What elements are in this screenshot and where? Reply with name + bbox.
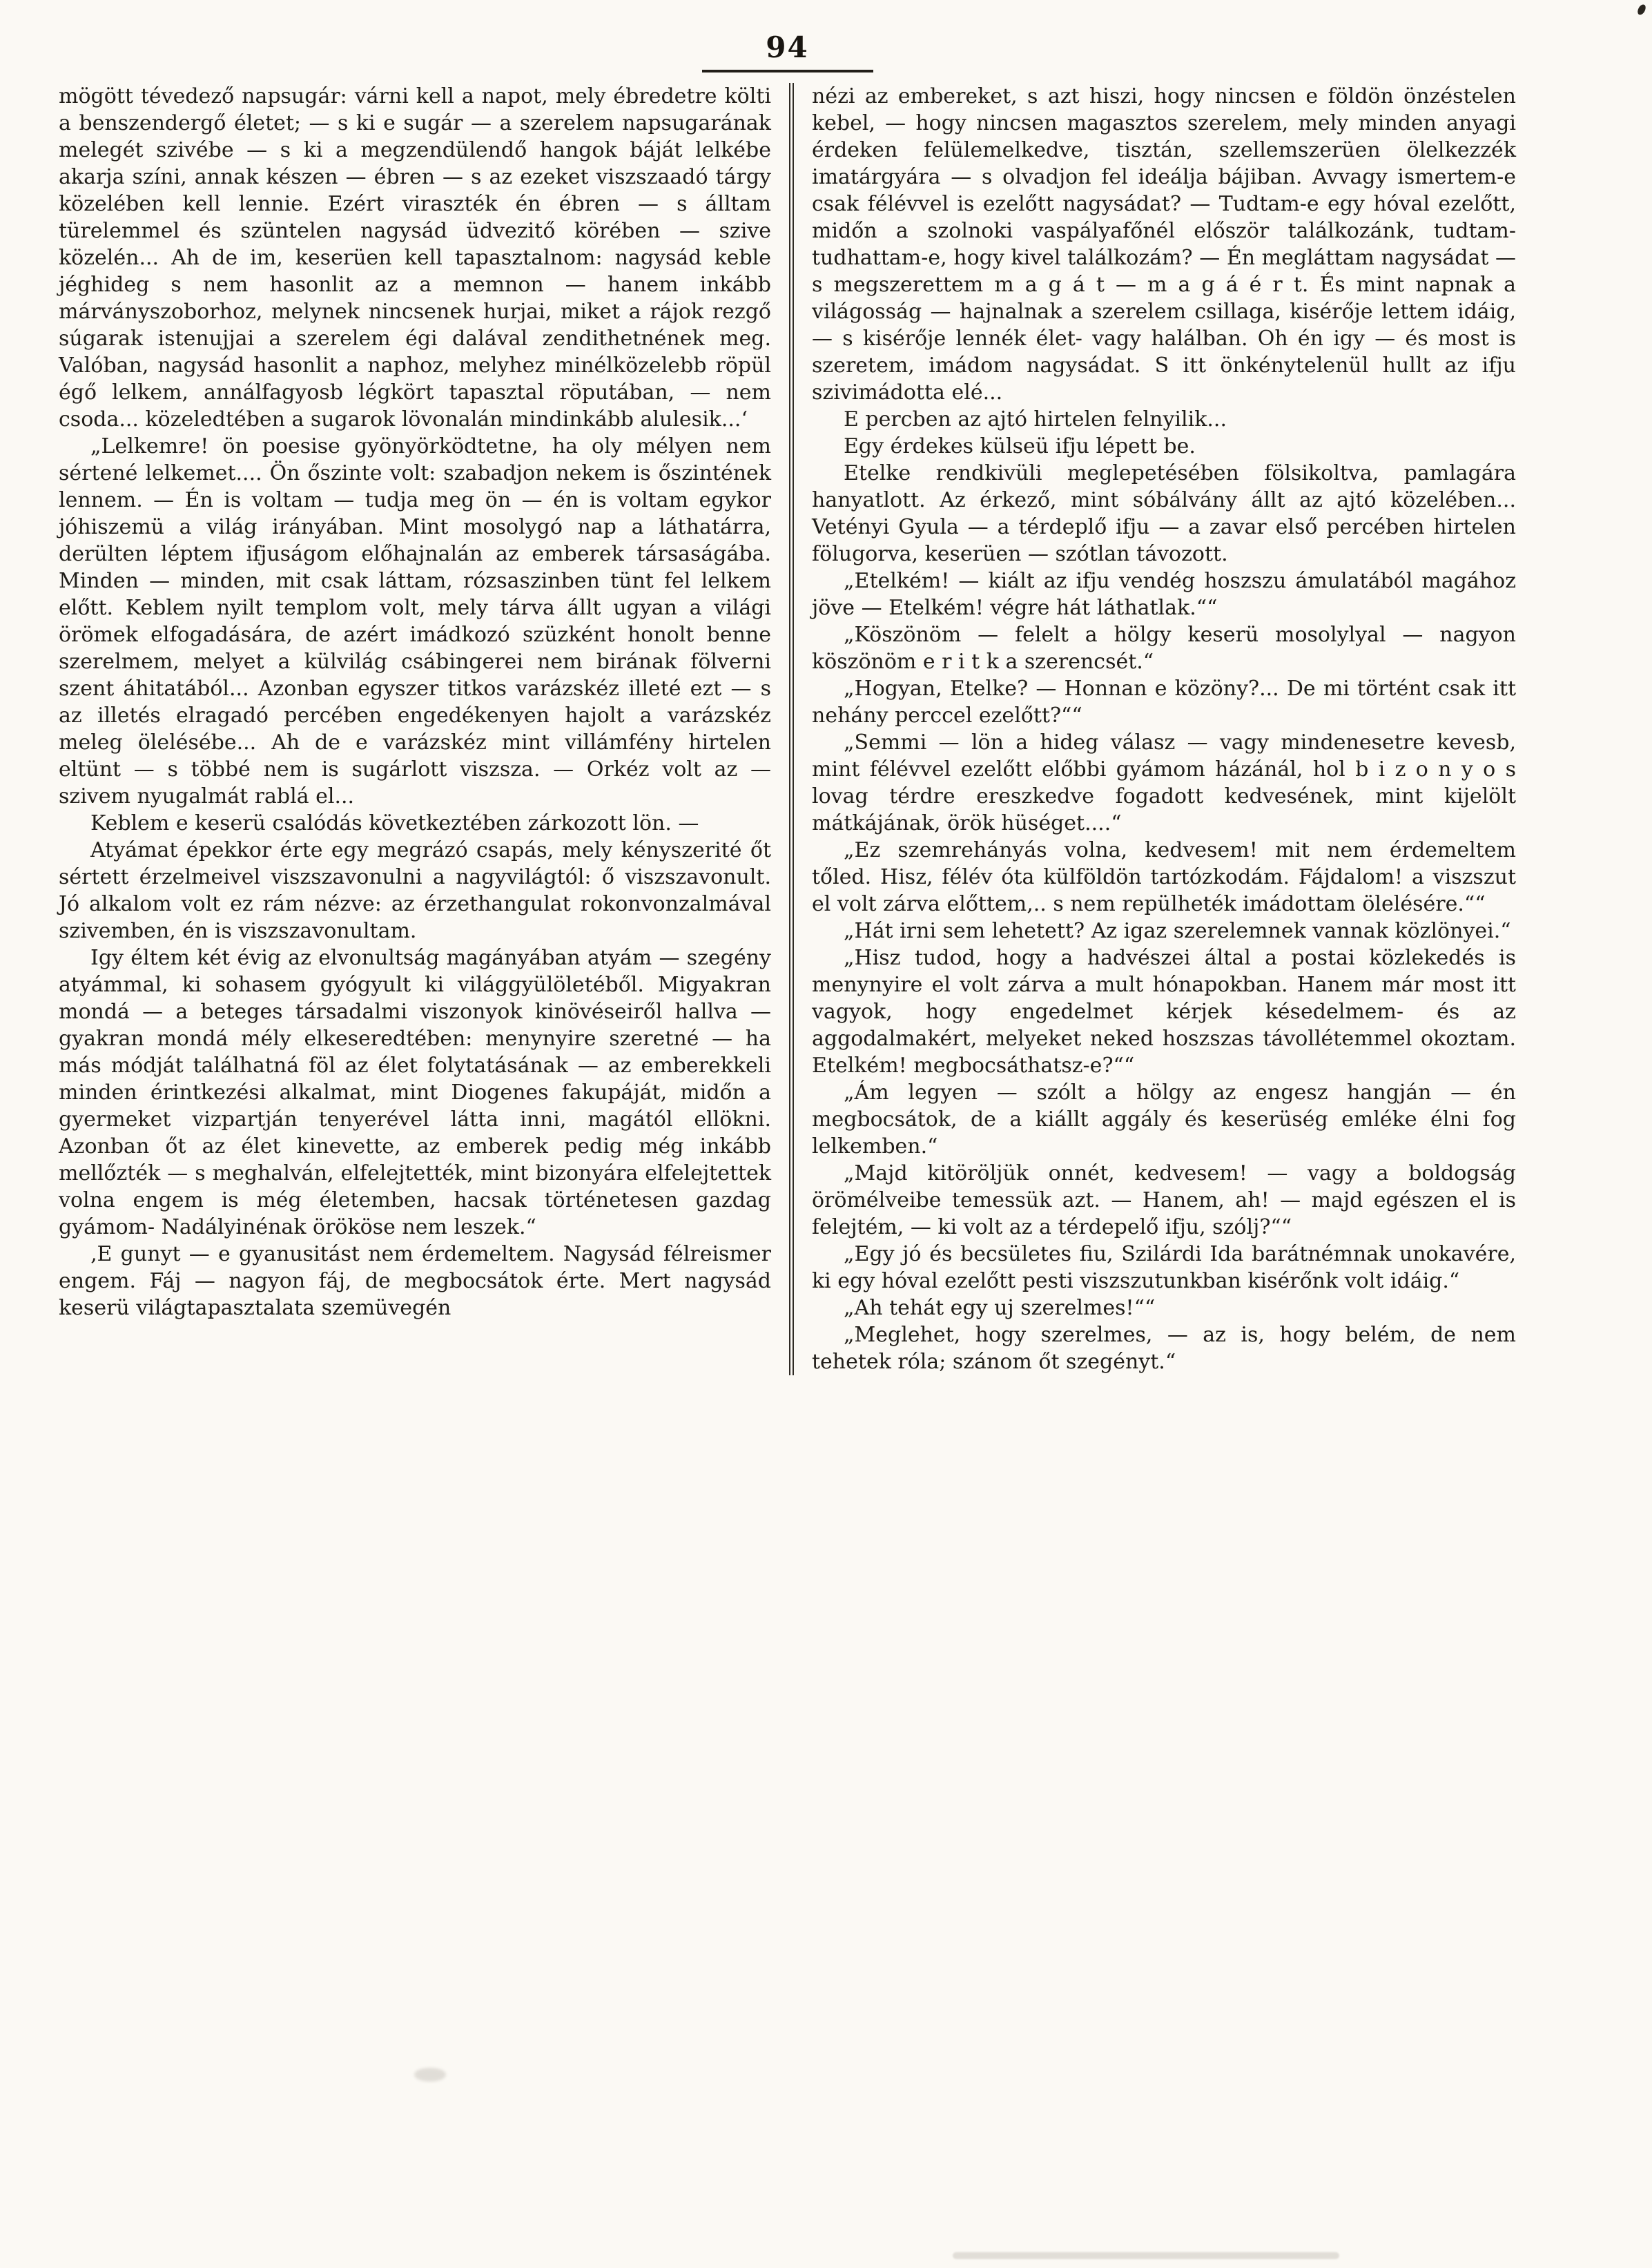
paragraph: nézi az embereket, s azt hiszi, hogy nincsen e földön önzéstelen kebel, — hogy nincsen magasztos szerelem, mely minden anyagi érdeken felülemelkedve, tisztán, szellemszerüen ölelkezzék imatárgyára — s olvadjon fel ideálja bájiban. Avvagy ismertem-e csak félévvel is ezelőtt nagysádat? — Tudtam-e egy hóval ezelőtt, midőn a szolnoki vaspályafőnél először találkozánk, tudtam- tudhattam-e, hogy kivel találkozám? — Én megláttam nagysádat — s megszerettem m a g á t — m a g á é r t. És mint napnak a világosság — hajnalnak a szerelem csillaga, kisérője lettem idáig, — s kisérője lennék élet- vagy halálban. Oh én igy — és most is szeretem, imádom nagysádat. S itt önkénytelenül hullt az ifju szivimádotta elé... [812,84,1516,405]
page-content [59,83,1516,1375]
header-rule [702,70,873,72]
paragraph: „Lelkemre! ön poesise gyönyörködtetne, ha oly mélyen nem sértené lelkemet.... Ön őszinte volt: szabadjon nekem is őszintének lennem. — Én is voltam — tudja meg ön — én is voltam egykor jóhiszemü a világ irányában. Mint mosolygó nap a láthatárra, derülten léptem ifjuságom előhajnalán az emberek társaságába. Minden — minden, mit csak láttam, rózsaszinben tünt fel lelkem előtt. Keblem nyilt templom volt, mely tárva állt ugyan a világi örömek elfogadására, de azért imádkozó szüzként honolt benne szerelmem, melyet a külvilág csábingerei nem birának fölverni szent áhitatából... Azonban egyszer titkos varázskéz illeté ezt — s az illetés elragadó percében engedékenyen hajolt a varázskéz meleg ölelésébe... Ah de e varázskéz mint villámfény hirtelen eltünt — s többé nem is sugárlott viszsza. — Orkéz volt az — szivem nyugalmát rablá el... [59,434,771,808]
paragraph: Atyámat épekkor érte egy megrázó csapás, mely kényszerité őt sértett érzelmeivel viszszavonulni a nagyvilágtól: ő viszszavonult. Jó alkalom volt ez rám nézve: az érzethangulat rokonvonzalmával szivemben, én is viszszavonultam. [59,838,771,943]
paragraph: „Hogyan, Etelke? — Honnan e közöny?... De mi történt csak itt nehány perccel ezelőtt?““ [812,677,1516,728]
paragraph: „Hisz tudod, hogy a hadvészei által a postai közlekedés is menynyire el volt zárva a mult hónapokban. Hanem már most itt vagyok, hogy engedelmet kérjek késedelmem- és az aggodalmakért, melyeket neked hoszszas távollétemmel okoztam. Etelkém! megbocsáthatsz-e?““ [812,946,1516,1078]
page-header [59,30,1516,72]
paragraph: Keblem e keserü csalódás következtében zárkozott lön. — [90,811,699,835]
column-divider-rule [789,83,794,1375]
paragraph: „Egy jó és becsületes fiu, Szilárdi Ida barátnémnak unokavére, ki egy hóval ezelőtt pesti viszszutunkban kisérőnk volt idáig.“ [812,1242,1516,1293]
paragraph: Etelke rendkivüli meglepetésében fölsikoltva, pamlagára hanyatlott. Az érkező, mint sóbálvány állt az ajtó közelében... Vetényi Gyula — a térdeplő ifju — a zavar első percében hirtelen fölugorva, keserüen — szótlan távozott. [812,461,1516,566]
paragraph: „Ez szemrehányás volna, kedvesem! mit nem érdemeltem tőled. Hisz, félév óta külföldön tartózkodám. Fájdalom! a viszszut el volt zárva előttem,.. s nem repülheték imádottam ölelésére.““ [812,838,1516,916]
paragraph: E percben az ajtó hirtelen felnyilik... [844,407,1227,432]
paragraph: „Ah tehát egy uj szerelmes!““ [844,1296,1156,1320]
paragraph: „Köszönöm — felelt a hölgy keserü mosolylyal — nagyon köszönöm e r i t k a szerencsét.“ [812,623,1516,674]
paragraph: „Majd kitöröljük onnét, kedvesem! — vagy a boldogság örömélveibe temessük azt. — Hanem, ah! — majd egészen el is felejtém, — ki volt az a térdepelő ifju, szólj?““ [812,1161,1516,1239]
paragraph: mögött tévedező napsugár: várni kell a napot, mely ébredetre költi a benszendergő életet; — s ki e sugár — a szerelem napsugarának melegét szivébe — s ki a megzendülendő hangok báját lelkébe akarja színi, annak készen — ébren — s az ezeket viszszaadó tárgy közelében kell lennie. Ezért viraszték én ébren — s álltam türelemmel és szüntelen nagysád üdvezitő körében — szive közelén... Ah de im, keserüen kell tapasztalnom: nagysád keble jéghideg s nem hasonlit az a memnon — hanem inkább márványszoborhoz, melynek nincsenek hurjai, miket a rájok rezgő súgarak istenujjai a szerelem égi dalával zendithetnének meg. Valóban, nagysád hasonlit a naphoz, melyhez minélközelebb röpül égő lelkem, annálfagyosb légkört tapasztal röputában, — nem csoda... közeledtében a sugarok lövonalán mindinkább alulesik...‘ [59,84,771,432]
paragraph: „Etelkém! — kiált az ifju vendég hoszszu ámulatából magához jöve — Etelkém! végre hát láthatlak.““ [812,569,1516,620]
paragraph: ‚E gunyt — e gyanusitást nem érdemeltem. Nagysád félreismer engem. Fáj — nagyon fáj, de megbocsátok érte. Mert nagysád keserü világtapasztalata szemüvegén [59,1242,771,1320]
paragraph: „Hát irni sem lehetett? Az igaz szerelemnek vannak közlönyei.“ [844,919,1511,943]
paragraph: „Semmi — lön a hideg válasz — vagy mindenesetre kevesb, mint félévvel ezelőtt előbbi gyámom házánál, hol b i z o n y o s lovag térdre ereszkedve fogadott kedvesének, mint kijelölt mátkájának, örök hüséget....“ [812,730,1516,835]
scan-artifact [1637,3,1646,16]
scan-artifact [953,2252,1339,2259]
paragraph: Egy érdekes külseü ifju lépett be. [844,434,1196,458]
right-column [812,83,1516,1375]
paragraph: „Meglehet, hogy szerelmes, — az is, hogy belém, de nem tehetek róla; szánom őt szegényt.“ [812,1323,1516,1374]
scan-artifact [414,2068,446,2082]
page-number: 94 [766,30,809,64]
paragraph: „Ám legyen — szólt a hölgy az engesz hangján — én megbocsátok, de a kiállt aggály és keserüség emléke élni fog lelkemben.“ [812,1080,1516,1159]
left-column [59,83,771,1375]
paragraph: Igy éltem két évig az elvonultság magányában atyám — szegény atyámmal, ki sohasem gyógyult ki világgyülöletéből. Migyakran mondá — a beteges társadalmi viszonyok kinövéseiről hallva — gyakran mondá mély elkeseredtében: menynyire szeretné — ha más módját találhatná föl az élet folytatásának — az emberekkeli minden érintkezési alkalmat, mint Diogenes fakupáját, midőn a gyermeket vizpartján tenyerével látta inni, magától ellökni. Azonban őt az élet kinevette, az emberek pedig még inkább mellőzték — s meghalván, elfelejtették, mint bizonyára elfelejtettek volna engem is még életemben, hacsak történetesen gazdag gyámom- Nadályinénak örököse nem leszek.“ [59,946,771,1239]
